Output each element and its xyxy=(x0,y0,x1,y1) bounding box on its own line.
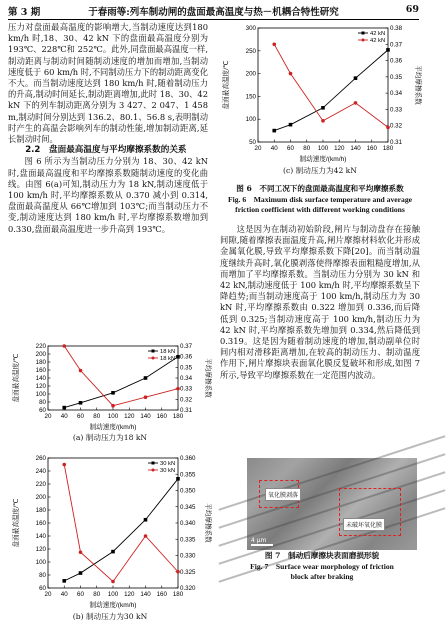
x-tick-label: 100 xyxy=(107,413,119,420)
y-left-tick-label: 240 xyxy=(35,468,46,475)
x-tick-label: 40 xyxy=(60,591,68,598)
figure7-caption-en1: Fig. 7 Surface wear morphology of friction xyxy=(250,561,394,571)
legend-fric-label: 18 kN xyxy=(160,356,176,362)
temperature-point xyxy=(354,76,358,80)
temperature-point xyxy=(144,518,148,522)
y-right-tick-label: 0.35 xyxy=(390,73,403,81)
x-tick-label: 140 xyxy=(350,145,361,152)
friction-point xyxy=(144,395,148,399)
paragraph: 这是因为在制动初始阶段,闸片与制动盘存在接触间隙,随着摩擦表面温度升高,闸片摩擦材料软化并形成金属氧化膜,导致平均摩擦系数下降[20]。而当制动温度继续升高时,氧化膜剥落使得摩擦表面粗糙度增加,从而增加了平均摩擦系数。当制动压力分别为 30 kN 和 42 kN,制动速度低于 100 km/h 时,平均摩擦系数呈下降趋势;而当制动速度高于 100 km/h,制动压力为 30 kN 时,平均摩擦系数由 0.322 增加到 0.336,而后降低到 0.325;当制动速度高于 100 km/h,制动压力为 42 kN 时,平均摩擦系数先增加到 0.334,然后降低到 0.319。这是因为随着制动速度的增加,制动副单位时间内相对滑移距离增加,在较高的制动压力、制动温度作用下,闸片摩擦块表面氧化膜反复破坏和形成,如图 7 所示,导致平均摩擦系数在一定范围内波动。 xyxy=(220,224,420,380)
temperature-point xyxy=(272,129,276,133)
y-left-tick-label: 120 xyxy=(35,383,46,390)
x-tick-label: 80 xyxy=(303,145,311,152)
figure6-caption-en2: friction coefficient with different working conditions xyxy=(235,205,405,214)
running-title: 于春雨等:列车制动闸的盘面最高温度与热－机耦合特性研究 xyxy=(88,7,339,18)
y-right-tick-label: 0.34 xyxy=(180,375,193,382)
temperature-point xyxy=(321,106,325,110)
chart-svg xyxy=(220,22,420,164)
legend-temp-label: 42 kN xyxy=(370,31,386,37)
friction-point xyxy=(354,101,358,105)
label-spalled-film: 氧化膜剥落 xyxy=(265,488,301,501)
y-right-tick-label: 0.34 xyxy=(390,90,403,98)
legend-temp-marker xyxy=(152,350,155,353)
y-left-tick-label: 50 xyxy=(249,139,256,146)
y-left-tick-label: 200 xyxy=(35,494,46,501)
temperature-point xyxy=(79,571,83,575)
y-right-tick-label: 0.31 xyxy=(180,407,193,414)
paragraph: 图 6 所示为当制动压力分别为 18、30、42 kN 时,盘面最高温度和平均摩擦系数随制动速度的变化曲线。由图 6(a)可知,制动压力为 18 kN,制动速度低于 100 km/h 时,平均摩擦系数从 0.370 减小到 0.314,盘面最高温度从 66℃增加到 103℃;而当制动压力不变,制动速度达到 180 km/h 时,平均摩擦系数增加到 0.330,盘面最高温度进一步升高到 193℃。 xyxy=(8,156,208,234)
y-left-tick-label: 100 xyxy=(245,116,256,124)
caption-b: (b) 制动压力为30 kN xyxy=(72,612,148,621)
y-left-tick-label: 220 xyxy=(35,481,46,488)
friction-point xyxy=(144,534,148,538)
y-right-tick-label: 0.37 xyxy=(180,343,193,350)
x-tick-label: 20 xyxy=(44,591,52,598)
y-left-tick-label: 180 xyxy=(35,359,46,366)
chart-b xyxy=(10,452,210,610)
x-tick-label: 160 xyxy=(366,145,377,152)
y-right-tick-label: 0.335 xyxy=(180,536,196,544)
temperature-point xyxy=(176,477,180,481)
legend-fric-label: 42 kN xyxy=(370,38,386,44)
figure7-caption-cn: 图 7 制动后摩擦块表面磨损形貌 xyxy=(264,551,380,560)
figure6-caption-en1: Fig. 6 Maximum disk surface temperature and average xyxy=(228,194,412,204)
chart-a xyxy=(10,340,210,432)
y-left-tick-label: 120 xyxy=(35,546,46,553)
y-left-tick-label: 60 xyxy=(39,407,46,414)
x-tick-label: 120 xyxy=(334,145,345,152)
figure7-caption-en2: block after braking xyxy=(290,572,354,581)
friction-point xyxy=(176,570,180,574)
y-right-tick-label: 0.33 xyxy=(180,385,193,393)
y-left-axis-label: 盘面最高温度/℃ xyxy=(223,60,230,110)
y-right-tick-label: 0.35 xyxy=(180,364,193,372)
y-left-tick-label: 300 xyxy=(245,25,256,32)
y-right-tick-label: 0.36 xyxy=(390,57,403,65)
right-column-text xyxy=(220,224,420,381)
x-tick-label: 100 xyxy=(317,145,329,152)
legend-fric-marker xyxy=(152,357,155,360)
x-tick-label: 80 xyxy=(93,591,101,598)
friction-point xyxy=(386,126,390,130)
y-right-tick-label: 0.37 xyxy=(390,41,403,49)
x-axis-label: 制动速度/(km/h) xyxy=(299,156,347,163)
y-left-tick-label: 260 xyxy=(35,455,46,462)
y-left-tick-label: 100 xyxy=(35,559,46,566)
x-tick-label: 160 xyxy=(156,413,167,420)
label-intact-film: 未破坏氧化膜 xyxy=(343,518,385,531)
y-right-tick-label: 0.355 xyxy=(180,471,196,479)
x-tick-label: 40 xyxy=(270,145,278,152)
y-right-tick-label: 0.345 xyxy=(180,503,196,511)
wear-micrograph xyxy=(247,458,417,550)
y-right-axis-label: 平均摩擦系数 xyxy=(204,503,211,543)
page-number: 69 xyxy=(405,4,419,15)
y-left-tick-label: 80 xyxy=(39,572,46,579)
y-left-tick-label: 60 xyxy=(39,585,46,592)
x-tick-label: 180 xyxy=(382,145,394,152)
left-column-text xyxy=(8,22,208,235)
x-tick-label: 20 xyxy=(44,413,52,420)
friction-point xyxy=(79,550,83,554)
x-tick-label: 180 xyxy=(172,413,184,420)
x-tick-label: 80 xyxy=(93,413,101,420)
x-tick-label: 180 xyxy=(172,591,184,598)
friction-point xyxy=(272,42,276,46)
friction-point xyxy=(79,369,83,373)
y-right-tick-label: 0.320 xyxy=(180,585,196,592)
legend-fric-marker xyxy=(362,39,365,42)
friction-point xyxy=(62,344,66,348)
x-tick-label: 20 xyxy=(254,145,262,152)
y-left-axis-label: 盘面最高温度/℃ xyxy=(13,353,20,403)
temperature-point xyxy=(176,355,180,359)
y-left-tick-label: 140 xyxy=(35,375,46,382)
caption-a: (a) 制动压力为18 kN xyxy=(72,433,148,442)
temperature-point xyxy=(79,401,83,405)
issue-number: 第 3 期 xyxy=(8,7,41,18)
plot-frame xyxy=(48,458,178,588)
friction-point xyxy=(289,72,293,76)
legend-temp-marker xyxy=(152,462,155,465)
y-left-tick-label: 160 xyxy=(35,367,46,374)
y-right-tick-label: 0.325 xyxy=(180,568,196,576)
chart-svg xyxy=(10,452,210,610)
y-right-tick-label: 0.36 xyxy=(180,353,193,361)
x-tick-label: 60 xyxy=(77,591,84,598)
figure6-caption-cn: 图 6 不同工况下的盘面最高温度和平均摩擦系数 xyxy=(236,184,404,193)
temperature-point xyxy=(289,123,293,127)
plot-frame xyxy=(48,346,178,410)
header-rule xyxy=(8,19,419,20)
temperature-point xyxy=(386,48,390,52)
y-right-axis-label: 平均摩擦系数 xyxy=(414,65,421,105)
legend-temp-label: 18 kN xyxy=(160,349,176,355)
y-right-tick-label: 0.38 xyxy=(390,25,403,32)
temperature-point xyxy=(144,376,148,380)
temperature-line xyxy=(274,50,388,131)
friction-point xyxy=(111,404,115,408)
section-heading: 2.2 盘面最高温度与平均摩擦系数的关系 xyxy=(25,145,187,156)
temperature-point xyxy=(111,391,115,395)
y-right-tick-label: 0.31 xyxy=(390,139,403,146)
x-tick-label: 120 xyxy=(124,413,135,420)
friction-line xyxy=(274,44,388,127)
scale-bar xyxy=(251,544,273,546)
y-left-tick-label: 250 xyxy=(245,47,256,55)
y-right-tick-label: 0.330 xyxy=(180,552,196,560)
x-tick-label: 60 xyxy=(287,145,294,152)
y-left-tick-label: 200 xyxy=(35,351,46,358)
x-tick-label: 140 xyxy=(140,591,151,598)
y-right-axis-label: 平均摩擦系数 xyxy=(204,358,211,398)
x-tick-label: 140 xyxy=(140,413,151,420)
y-left-tick-label: 140 xyxy=(35,533,46,540)
y-left-tick-label: 160 xyxy=(35,520,46,527)
plot-frame xyxy=(258,28,388,142)
x-axis-label: 制动速度/(km/h) xyxy=(89,424,137,431)
y-left-tick-label: 220 xyxy=(35,343,46,350)
legend-temp-marker xyxy=(362,32,365,35)
y-left-tick-label: 150 xyxy=(245,93,256,101)
caption-c: (c) 制动压力为42 kN xyxy=(283,166,357,175)
figure6-caption xyxy=(218,184,422,216)
y-right-tick-label: 0.350 xyxy=(180,487,196,495)
scale-label: 4 μm xyxy=(251,537,267,544)
temperature-line xyxy=(64,479,178,581)
legend-fric-label: 30 kN xyxy=(160,468,176,474)
temperature-point xyxy=(62,406,66,410)
temperature-line xyxy=(64,357,178,408)
x-tick-label: 100 xyxy=(107,591,119,598)
friction-line xyxy=(64,465,178,582)
running-header xyxy=(8,4,419,18)
y-left-tick-label: 200 xyxy=(245,70,256,78)
x-axis-label: 制动速度/(km/h) xyxy=(89,602,137,609)
friction-point xyxy=(321,119,325,123)
y-left-tick-label: 100 xyxy=(35,391,46,398)
friction-point xyxy=(176,387,180,391)
chart-svg xyxy=(10,340,210,432)
legend-fric-marker xyxy=(152,469,155,472)
x-tick-label: 120 xyxy=(124,591,135,598)
y-right-tick-label: 0.33 xyxy=(390,106,403,114)
x-tick-label: 60 xyxy=(77,413,84,420)
temperature-point xyxy=(62,579,66,583)
y-right-tick-label: 0.360 xyxy=(180,455,196,462)
y-right-tick-label: 0.32 xyxy=(390,122,403,130)
x-tick-label: 40 xyxy=(60,413,68,420)
x-tick-label: 160 xyxy=(156,591,167,598)
y-right-tick-label: 0.340 xyxy=(180,520,196,527)
figure7-caption xyxy=(220,551,424,583)
chart-c xyxy=(220,22,420,164)
y-left-tick-label: 80 xyxy=(39,399,46,406)
paragraph: 压力对盘面最高温度的影响增大,当制动速度达到180 km/h 时,18、30、42 kN 下的盘面最高温度分别为 193℃、228℃和 252℃。此外,同盘面最高温度一样,制动距离与制动时间随制动速度的增加而增加,当制动速度低于 60 km/h 时,不同制动压力下的制动距离变化不大。而当制动速度达到 180 km/h 时,随着制动压力的升高,制动时间延长,制动距离增加,此时 18、30、42 kN 下的列车制动距离分别为 3 427、2 047、1 458 m,制动时间分别达到 136.2、80.1、56.8 s,表明制动时产生的高温会影响列车的制动性能,增加制动距离,延长制动时间。 xyxy=(8,22,208,145)
y-left-tick-label: 180 xyxy=(35,507,46,514)
friction-point xyxy=(111,580,115,584)
temperature-point xyxy=(111,550,115,554)
y-right-tick-label: 0.32 xyxy=(180,396,193,404)
friction-point xyxy=(62,463,66,467)
legend-temp-label: 30 kN xyxy=(160,461,176,467)
y-left-axis-label: 盘面最高温度/℃ xyxy=(13,498,20,548)
